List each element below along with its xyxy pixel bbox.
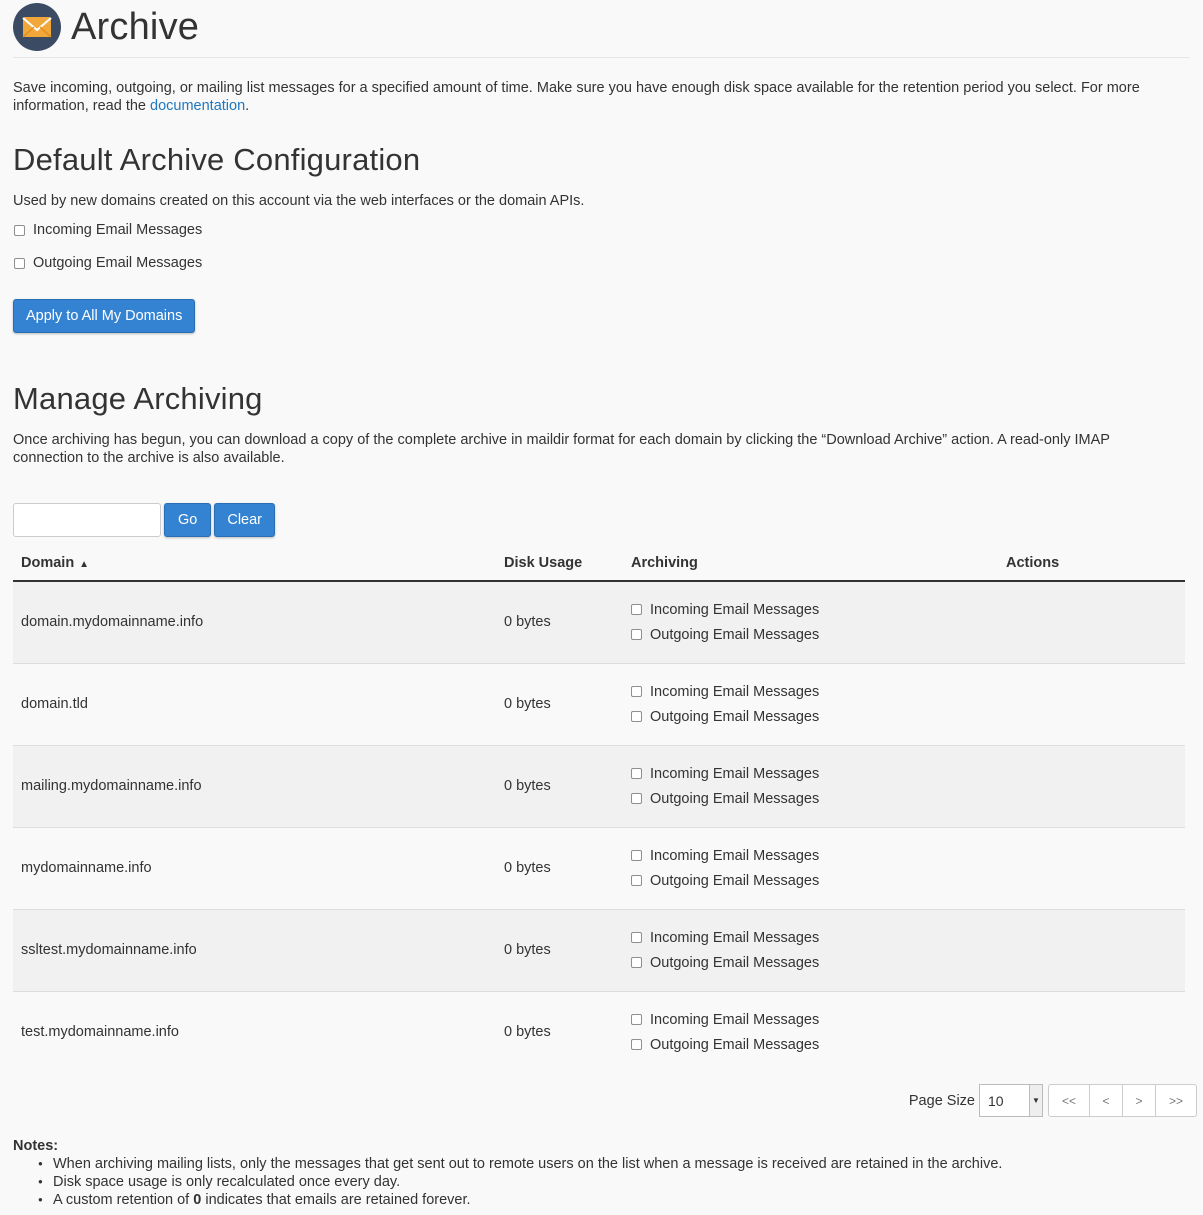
notes-section — [13, 1137, 1002, 1209]
actions-cell — [998, 991, 1185, 1073]
incoming-checkbox[interactable] — [631, 932, 642, 943]
incoming-label: Incoming Email Messages — [650, 847, 820, 864]
pager-buttons — [1048, 1084, 1197, 1117]
incoming-option[interactable] — [631, 847, 990, 865]
archiving-cell — [623, 663, 998, 745]
incoming-label: Incoming Email Messages — [650, 765, 820, 782]
last-page-button[interactable]: >> — [1156, 1084, 1197, 1117]
domains-table — [13, 545, 1185, 1073]
note-text: A custom retention of — [53, 1192, 194, 1208]
outgoing-checkbox[interactable] — [631, 793, 642, 804]
domain-cell: mydomainname.info — [13, 827, 496, 909]
search-input[interactable] — [13, 503, 161, 537]
notes-list — [13, 1155, 1002, 1209]
note-item: ● Disk space usage is only recalculated once every day. — [53, 1173, 1002, 1191]
table-row — [13, 745, 1185, 827]
intro-text-end: . — [245, 98, 250, 114]
page-title: Archive — [71, 6, 200, 48]
outgoing-option[interactable] — [631, 872, 990, 890]
note-emphasis: 0 — [193, 1192, 202, 1208]
outgoing-option[interactable] — [631, 790, 990, 808]
notes-title: Notes: — [13, 1138, 59, 1154]
default-config-heading: Default Archive Configuration — [13, 142, 421, 177]
intro-text — [13, 79, 1173, 115]
incoming-option[interactable] — [631, 1011, 990, 1029]
disk-usage-cell: 0 bytes — [496, 581, 623, 663]
archiving-cell — [623, 827, 998, 909]
pagination — [909, 1084, 1197, 1117]
column-header-domain[interactable] — [13, 545, 496, 581]
archive-envelope-icon — [13, 3, 61, 51]
table-row — [13, 581, 1185, 663]
previous-page-button[interactable]: < — [1090, 1084, 1123, 1117]
dropdown-arrow-icon: ▼ — [1029, 1085, 1042, 1116]
sort-ascending-icon: ▲ — [79, 558, 90, 570]
incoming-label: Incoming Email Messages — [650, 1011, 820, 1028]
default-incoming-label: Incoming Email Messages — [33, 222, 203, 238]
column-header-actions: Actions — [998, 545, 1185, 581]
documentation-link[interactable]: documentation — [150, 98, 246, 114]
table-row — [13, 663, 1185, 745]
default-outgoing-option[interactable] — [14, 254, 1190, 272]
page-size-value: 10 — [988, 1092, 1004, 1109]
actions-cell — [998, 745, 1185, 827]
outgoing-option[interactable] — [631, 626, 990, 644]
incoming-checkbox[interactable] — [631, 850, 642, 861]
default-outgoing-label: Outgoing Email Messages — [33, 255, 203, 271]
incoming-option[interactable] — [631, 683, 990, 701]
outgoing-checkbox[interactable] — [631, 1039, 642, 1050]
table-row — [13, 909, 1185, 991]
archiving-cell — [623, 745, 998, 827]
column-header-domain-label: Domain — [21, 554, 75, 571]
incoming-label: Incoming Email Messages — [650, 929, 820, 946]
outgoing-checkbox[interactable] — [631, 629, 642, 640]
incoming-option[interactable] — [631, 601, 990, 619]
outgoing-checkbox[interactable] — [631, 875, 642, 886]
incoming-checkbox[interactable] — [631, 768, 642, 779]
incoming-label: Incoming Email Messages — [650, 683, 820, 700]
column-header-archiving: Archiving — [623, 545, 998, 581]
domain-cell: mailing.mydomainname.info — [13, 745, 496, 827]
archiving-cell — [623, 909, 998, 991]
table-row — [13, 991, 1185, 1073]
search-bar — [13, 503, 1190, 537]
outgoing-checkbox[interactable] — [631, 711, 642, 722]
outgoing-label: Outgoing Email Messages — [650, 708, 820, 725]
intro-text-part: Save incoming, outgoing, or mailing list messages for a specified amount of time. Make sure you have enough disk space available for the retention period you select. For more information, read the — [13, 80, 1140, 114]
actions-cell — [998, 827, 1185, 909]
archiving-cell — [623, 581, 998, 663]
page-size-label: Page Size — [908, 1092, 975, 1109]
disk-usage-cell: 0 bytes — [496, 745, 623, 827]
incoming-checkbox[interactable] — [631, 686, 642, 697]
clear-button[interactable]: Clear — [214, 503, 275, 537]
outgoing-label: Outgoing Email Messages — [650, 626, 820, 643]
outgoing-option[interactable] — [631, 708, 990, 726]
actions-cell — [998, 663, 1185, 745]
column-header-disk-usage[interactable]: Disk Usage — [496, 545, 623, 581]
default-config-description: Used by new domains created on this account via the web interfaces or the domain APIs. — [13, 193, 585, 209]
incoming-option[interactable] — [631, 929, 990, 947]
note-item: ● When archiving mailing lists, only the messages that get sent out to remote users on the list when a message is received are retained in the archive. — [53, 1155, 1002, 1173]
manage-archiving-heading: Manage Archiving — [13, 381, 263, 416]
outgoing-label: Outgoing Email Messages — [650, 872, 820, 889]
domain-cell: ssltest.mydomainname.info — [13, 909, 496, 991]
disk-usage-cell: 0 bytes — [496, 663, 623, 745]
page-size-select[interactable] — [979, 1084, 1043, 1117]
note-item — [53, 1191, 1002, 1209]
go-button[interactable]: Go — [164, 503, 211, 537]
outgoing-option[interactable] — [631, 1036, 990, 1054]
disk-usage-cell: 0 bytes — [496, 909, 623, 991]
outgoing-option[interactable] — [631, 954, 990, 972]
incoming-checkbox[interactable] — [631, 604, 642, 615]
outgoing-checkbox[interactable] — [631, 957, 642, 968]
actions-cell — [998, 909, 1185, 991]
outgoing-label: Outgoing Email Messages — [650, 1036, 820, 1053]
default-outgoing-checkbox[interactable] — [14, 258, 25, 269]
outgoing-label: Outgoing Email Messages — [650, 790, 820, 807]
disk-usage-cell: 0 bytes — [496, 991, 623, 1073]
disk-usage-cell: 0 bytes — [496, 827, 623, 909]
archiving-cell — [623, 991, 998, 1073]
page-header — [13, 0, 1190, 58]
manage-archiving-description: Once archiving has begun, you can download a copy of the complete archive in maildir format for each domain by clicking the “Download Archive” action. A read-only IMAP connection to the archive is also available. — [13, 432, 1110, 466]
domain-cell: test.mydomainname.info — [13, 991, 496, 1073]
incoming-label: Incoming Email Messages — [650, 601, 820, 618]
incoming-option[interactable] — [631, 765, 990, 783]
table-row — [13, 827, 1185, 909]
default-incoming-option[interactable] — [14, 221, 1190, 239]
first-page-button[interactable]: << — [1048, 1084, 1090, 1117]
note-text: indicates that emails are retained forever. — [201, 1192, 471, 1208]
outgoing-label: Outgoing Email Messages — [650, 954, 820, 971]
incoming-checkbox[interactable] — [631, 1014, 642, 1025]
apply-to-all-domains-button[interactable]: Apply to All My Domains — [13, 299, 195, 333]
domain-cell: domain.tld — [13, 663, 496, 745]
default-incoming-checkbox[interactable] — [14, 225, 25, 236]
next-page-button[interactable]: > — [1123, 1084, 1156, 1117]
actions-cell — [998, 581, 1185, 663]
domain-cell: domain.mydomainname.info — [13, 581, 496, 663]
